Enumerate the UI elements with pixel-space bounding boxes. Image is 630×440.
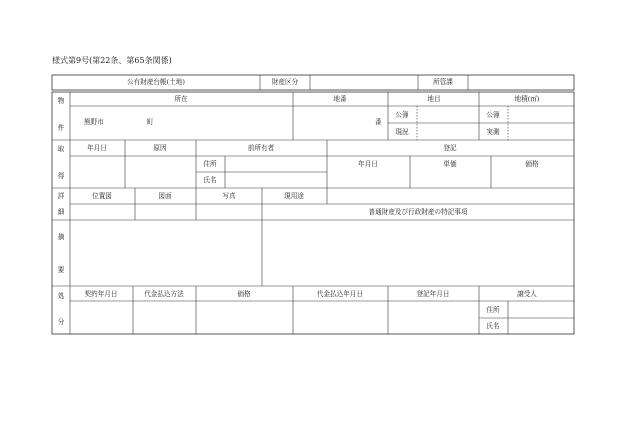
unit-price-label: 単価: [443, 160, 457, 168]
cause-label: 原因: [153, 144, 167, 152]
lot-number-label: 地番: [333, 95, 347, 103]
ledger-title: 公有財産台帳(土地): [127, 78, 185, 86]
area-label: 地積(㎡): [514, 95, 540, 103]
acquisition-side-2: 得: [57, 172, 65, 180]
acq-address-label: 住所: [203, 160, 217, 168]
remarks-side-2: 要: [57, 266, 65, 274]
land-category-label: 地目: [427, 95, 441, 103]
location-map-label: 位置図: [92, 192, 112, 200]
remarks-side-1: 摘: [57, 233, 65, 241]
location-label: 所在: [174, 95, 188, 103]
disposal-price-label: 価格: [237, 290, 251, 298]
disposal-side-2: 分: [57, 318, 65, 326]
payment-date-label: 代金払込年月日: [316, 290, 364, 298]
acq-price-label: 価格: [525, 160, 539, 168]
disposal-name-label: 氏名: [486, 322, 500, 330]
city-text: 熊野市: [84, 118, 104, 126]
acq-date-label: 年月日: [87, 144, 107, 152]
public-register-label: 公簿: [395, 111, 409, 119]
actual-survey-label: 実測: [486, 128, 500, 136]
prev-owner-label: 前所有者: [247, 144, 275, 152]
department-label: 所管課: [433, 78, 453, 86]
registration-label: 登記: [443, 144, 457, 152]
transferee-label: 譲受人: [517, 290, 537, 298]
current-use-label: 現用途: [284, 192, 304, 200]
acq-name-label: 氏名: [203, 176, 217, 184]
disposal-reg-date-label: 登記年月日: [416, 290, 450, 298]
drawing-label: 図面: [158, 192, 172, 200]
photo-label: 写真: [222, 192, 236, 200]
town-suffix: 町: [147, 118, 154, 126]
current-label: 現況: [395, 128, 409, 136]
disposal-side-1: 処: [57, 292, 65, 300]
form-caption: 様式第9号(第22条、第65条関係): [52, 56, 172, 65]
property-side-1: 物: [57, 97, 65, 105]
details-side-1: 詳: [57, 192, 65, 200]
details-side-2: 細: [57, 208, 65, 216]
ban-suffix: 番: [375, 118, 382, 126]
public-register-label-2: 公簿: [486, 111, 500, 119]
property-side-2: 件: [57, 124, 65, 132]
category-label: 財産区分: [271, 78, 299, 86]
disposal-address-label: 住所: [486, 306, 500, 314]
reg-date-label: 年月日: [358, 160, 378, 168]
contract-date-label: 契約年月日: [84, 290, 118, 298]
acquisition-side-1: 取: [57, 145, 65, 153]
special-notes-label: 普通財産及び行政財産の特記事項: [368, 208, 468, 216]
payment-method-label: 代金払込方法: [144, 290, 184, 298]
